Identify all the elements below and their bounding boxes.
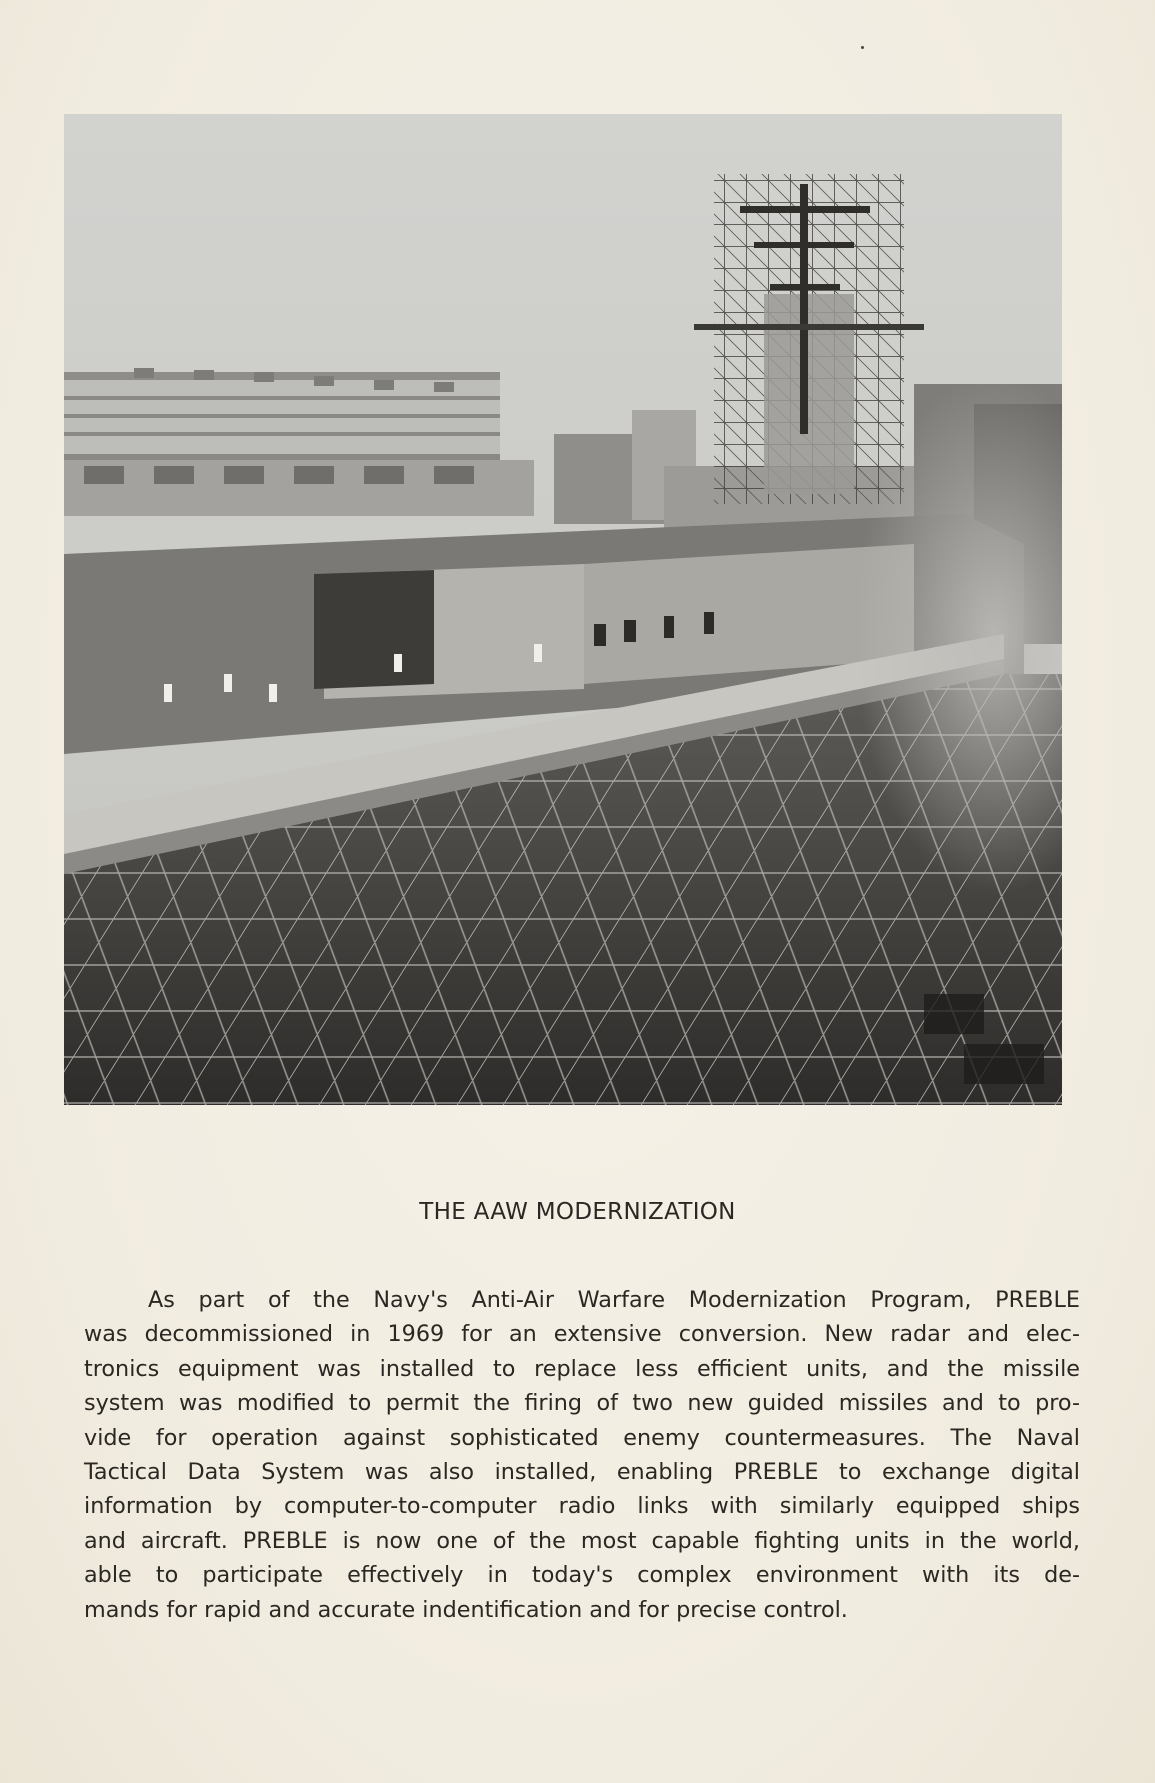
paragraph-line: vide for operation against sophisticated enemy countermeasures. The Naval bbox=[84, 1424, 1080, 1451]
paragraph-line: was decommissioned in 1969 for an extensive conversion. New radar and elec- bbox=[84, 1321, 1080, 1348]
body-paragraph bbox=[84, 1283, 1080, 1627]
paragraph-line: able to participate effectively in today's complex environment with its de- bbox=[84, 1562, 1080, 1589]
paragraph-line: system was modified to permit the firing of two new guided missiles and to pro- bbox=[84, 1390, 1080, 1417]
paragraph-line: Tactical Data System was also installed, enabling PREBLE to exchange digital bbox=[84, 1459, 1080, 1486]
paragraph-line: tronics equipment was installed to replace less efficient units, and the missile bbox=[84, 1355, 1080, 1382]
paragraph-line: As part of the Navy's Anti-Air Warfare Modernization Program, PREBLE bbox=[148, 1287, 1080, 1313]
paragraph-line: and aircraft. PREBLE is now one of the most capable fighting units in the world, bbox=[84, 1527, 1080, 1554]
section-heading: THE AAW MODERNIZATION bbox=[419, 1199, 736, 1225]
paper-speck bbox=[861, 46, 864, 49]
photograph-ship-in-drydock bbox=[64, 114, 1062, 1105]
paragraph-line: mands for rapid and accurate indentification and for precise control. bbox=[84, 1596, 848, 1623]
paragraph-line: information by computer-to-computer radio links with similarly equipped ships bbox=[84, 1493, 1080, 1520]
